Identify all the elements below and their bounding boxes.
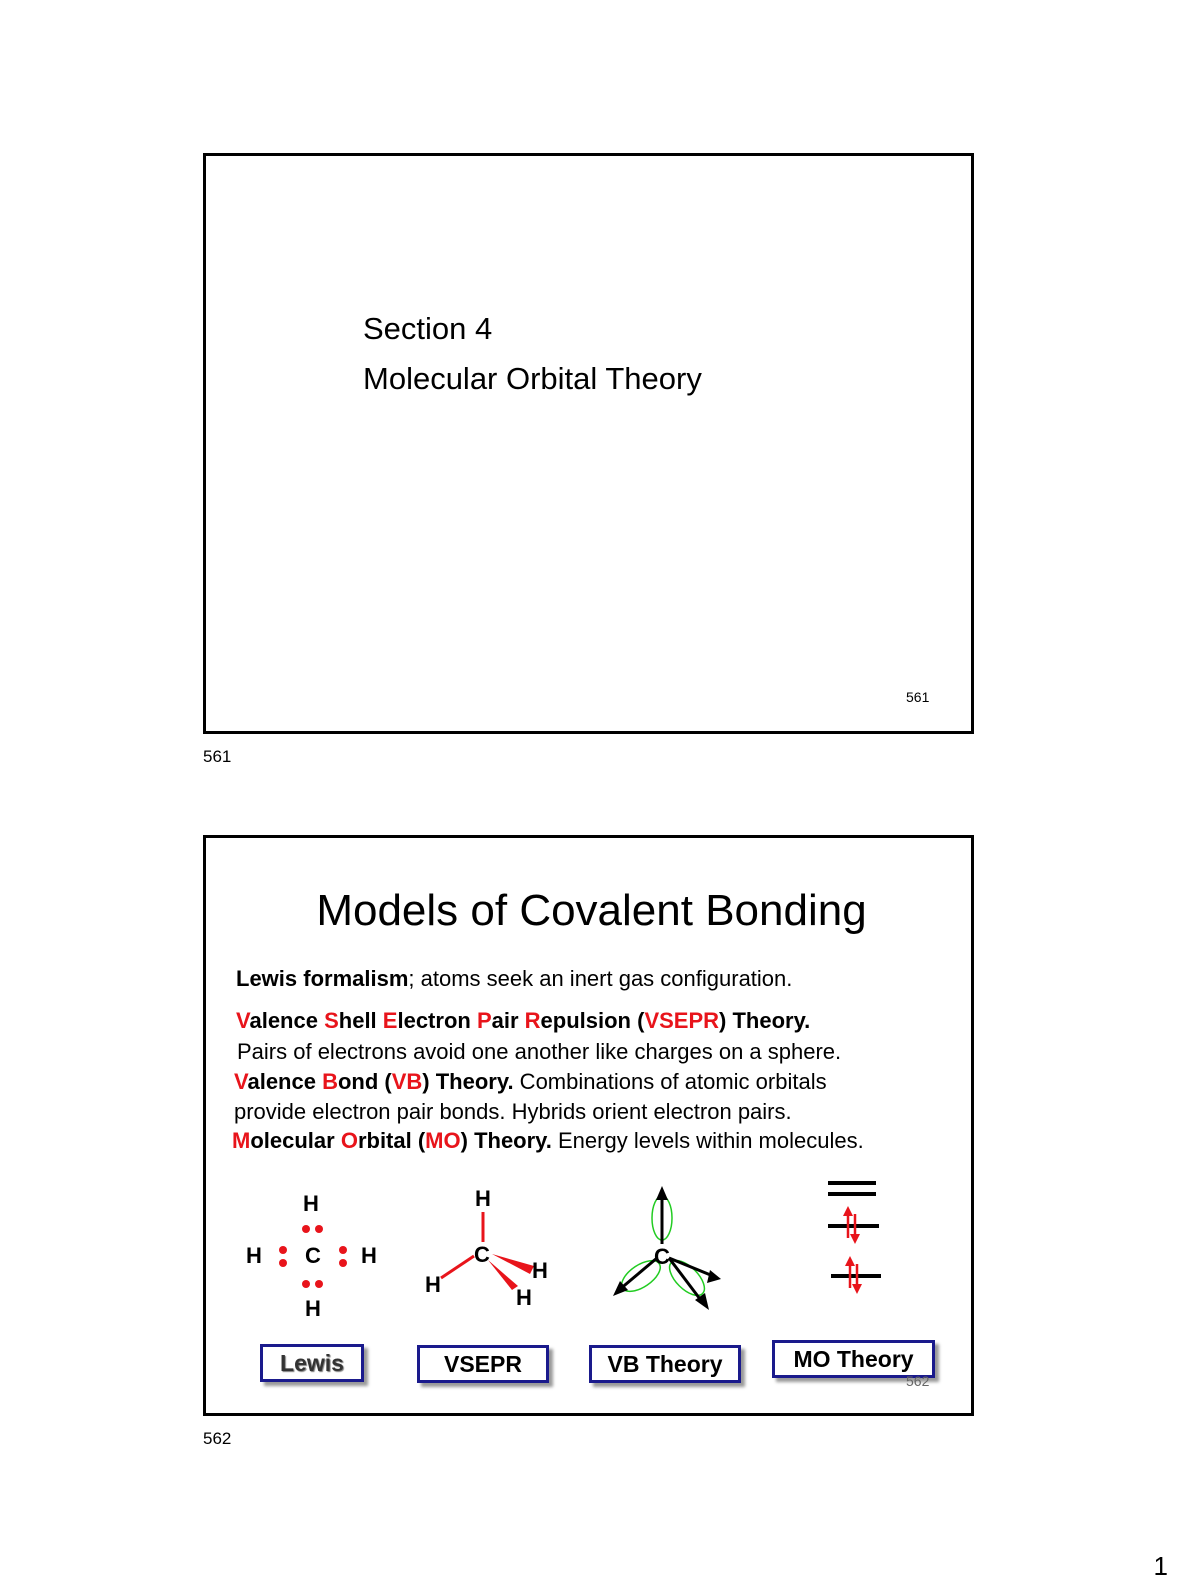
lewis-button[interactable]: Lewis [260,1344,364,1382]
arrow-head [850,1234,860,1244]
slide-label: 561 [203,747,232,766]
orbital-axis-arrow [619,1258,657,1290]
lewis-atom-h-top: H [303,1191,319,1216]
vb-theory-button[interactable]: VB Theory [589,1345,741,1383]
accent-letter: V [234,1069,248,1094]
accent-letter: O [340,1128,358,1153]
slide-561 [203,153,974,734]
mo-text: Energy levels within molecules. [551,1128,864,1153]
lewis-structure-diagram [236,1183,386,1323]
accent-letter: MO [425,1128,461,1153]
section-subtitle: Molecular Orbital Theory [363,361,702,396]
electron-dot [339,1246,347,1254]
vb-hybrid-orbital-diagram [601,1178,731,1313]
electron-dot [279,1246,287,1254]
mo-energy-level-diagram [821,1178,891,1303]
arrow-head [852,1284,862,1294]
electron-dot [302,1225,310,1233]
vsepr-atom-h-right: H [532,1258,548,1283]
electron-dot [339,1259,347,1267]
term-text: ond ( [337,1069,392,1094]
accent-letter: B [322,1069,338,1094]
slide-heading: Models of Covalent Bonding [316,886,867,935]
accent-letter: R [524,1008,541,1033]
accent-letter: M [232,1128,251,1153]
lewis-term: Lewis formalism [236,966,409,991]
vsepr-structure-diagram [416,1178,566,1313]
term-text: olecular [250,1128,341,1153]
term-text: ) Theory. [719,1008,811,1033]
term-text: epulsion ( [540,1008,645,1033]
term-text: ) Theory. [422,1069,514,1094]
slide-label: 562 [203,1429,232,1448]
accent-letter: S [324,1008,339,1033]
mo-theory-button[interactable]: MO Theory [772,1340,935,1378]
accent-letter: VB [391,1069,423,1094]
electron-dot [302,1280,310,1288]
vsepr-atom-h-front: H [516,1285,532,1310]
lewis-description [236,966,792,992]
lewis-atom-c: C [305,1243,321,1268]
accent-letter: P [476,1008,492,1033]
vsepr-description: Pairs of electrons avoid one another like charges on a sphere. [237,1039,842,1064]
slide-inner-number: 561 [906,689,930,705]
accent-letter: VSEPR [644,1008,720,1033]
slide-inner-number: 562 [906,1373,930,1389]
page-number: 1 [1153,1551,1168,1581]
section-number: Section 4 [363,311,493,346]
arrow-head [656,1186,668,1200]
vsepr-atom-h-top: H [475,1186,491,1211]
term-text: rbital ( [357,1128,426,1153]
vsepr-atom-c: C [474,1242,490,1267]
vb-description-cont: provide electron pair bonds. Hybrids orient electron pairs. [234,1099,792,1124]
vb-text: Combinations of atomic orbitals [513,1069,827,1094]
electron-dot [315,1280,323,1288]
vsepr-heading [236,1008,810,1034]
term-text: air [491,1008,525,1033]
section-title [363,304,702,404]
electron-dot [315,1225,323,1233]
lewis-atom-h-right: H [361,1243,377,1268]
term-text: alence [247,1069,323,1094]
lewis-text: ; atoms seek an inert gas configuration. [408,966,793,991]
vb-atom-c: C [654,1244,670,1269]
electron-dot [279,1259,287,1267]
arrow-head [707,1270,721,1283]
term-text: lectron [397,1008,477,1033]
vsepr-atom-h-left: H [425,1272,441,1297]
slide-562 [203,835,974,1416]
accent-letter: E [382,1008,398,1033]
lewis-atom-h-left: H [246,1243,262,1268]
accent-letter: V [236,1008,250,1033]
arrow-head [845,1256,855,1266]
term-text: ) Theory. [460,1128,552,1153]
arrow-head [843,1206,853,1216]
bond-line [441,1256,474,1278]
lewis-atom-h-bottom: H [305,1296,321,1321]
term-text: alence [249,1008,325,1033]
term-text: hell [338,1008,383,1033]
mo-description [232,1128,864,1154]
vsepr-button[interactable]: VSEPR [417,1345,549,1383]
vb-description [234,1069,827,1095]
